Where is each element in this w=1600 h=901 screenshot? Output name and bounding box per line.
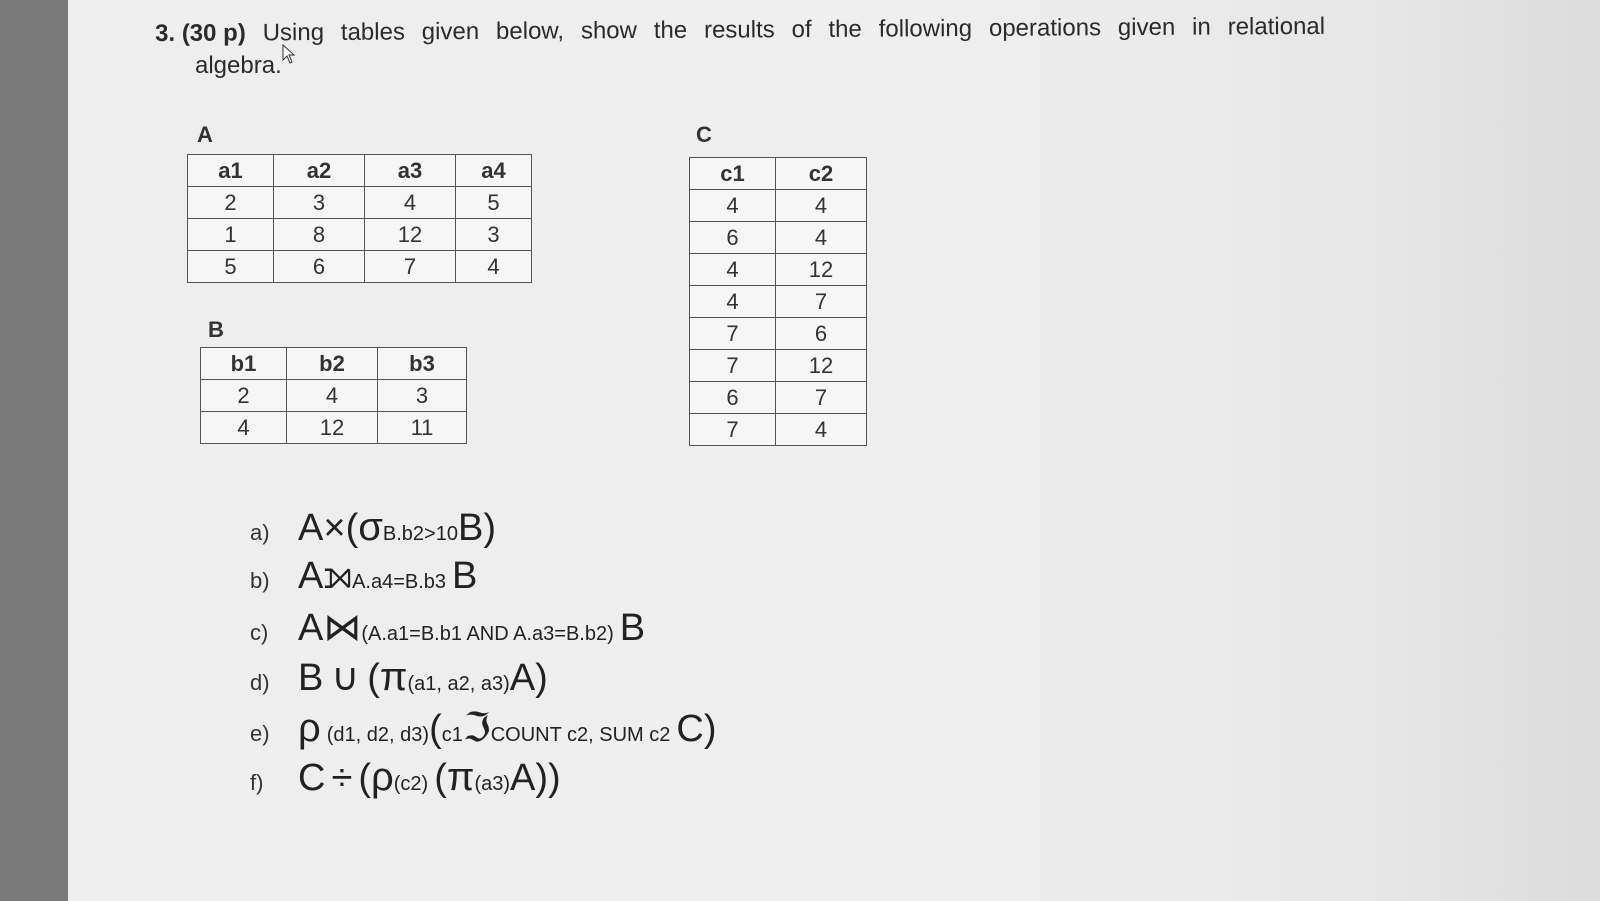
column-header-b2: b2 bbox=[287, 348, 378, 380]
question-word: results bbox=[703, 16, 775, 44]
table-a-header-row bbox=[188, 155, 532, 187]
relation-name: A bbox=[510, 757, 536, 799]
table-c bbox=[689, 157, 867, 446]
operation-d bbox=[250, 655, 548, 700]
operation-label: f) bbox=[250, 770, 264, 795]
relation-name: B bbox=[452, 555, 478, 597]
relation-name: A bbox=[298, 607, 324, 649]
aggregate-function-icon: ℑ bbox=[462, 706, 491, 750]
question-word: in bbox=[1192, 13, 1211, 41]
table-cell: 4 bbox=[287, 380, 378, 412]
question-word: the bbox=[828, 15, 862, 43]
relation-name: B bbox=[619, 607, 646, 649]
question-word: operations bbox=[988, 14, 1102, 42]
relation-name: A bbox=[509, 657, 536, 699]
projection-pi-icon: π bbox=[379, 655, 408, 699]
table-cell: 12 bbox=[776, 350, 867, 382]
selection-condition: B.b2>10 bbox=[382, 523, 458, 545]
close-paren: ) bbox=[483, 507, 496, 549]
table-row bbox=[188, 219, 532, 251]
left-outer-join-icon: ⟕ bbox=[323, 555, 353, 597]
question-line-1 bbox=[155, 13, 1325, 48]
column-header-a2: a2 bbox=[274, 155, 365, 187]
table-row bbox=[690, 318, 867, 350]
table-cell: 2 bbox=[201, 380, 287, 412]
question-word: relational bbox=[1227, 12, 1326, 41]
mouse-cursor-icon bbox=[282, 44, 296, 64]
table-row bbox=[201, 412, 467, 444]
table-c-header-row bbox=[690, 158, 867, 190]
question-word: tables bbox=[340, 18, 405, 46]
operation-e bbox=[250, 705, 717, 751]
projection-attributes: (a3) bbox=[474, 773, 511, 795]
operation-a bbox=[250, 505, 496, 550]
operation-label: c) bbox=[250, 620, 269, 645]
rename-attributes: (d1, d2, d3) bbox=[326, 724, 430, 746]
question-number: 3. bbox=[155, 19, 176, 47]
question-text bbox=[155, 12, 1326, 80]
table-cell: 12 bbox=[365, 219, 456, 251]
aggregate-list: COUNT c2, SUM c2 bbox=[490, 724, 671, 746]
table-cell: 6 bbox=[274, 251, 365, 283]
table-a bbox=[187, 154, 532, 283]
table-cell: 5 bbox=[456, 187, 532, 219]
table-cell: 1 bbox=[188, 219, 274, 251]
operation-b bbox=[250, 555, 477, 598]
grouping-attribute: c1 bbox=[441, 724, 463, 746]
table-cell: 3 bbox=[274, 187, 365, 219]
question-word: show bbox=[580, 17, 638, 45]
table-cell: 3 bbox=[456, 219, 532, 251]
table-cell: 8 bbox=[274, 219, 365, 251]
column-header-a3: a3 bbox=[365, 155, 456, 187]
table-row bbox=[690, 414, 867, 446]
table-row bbox=[188, 251, 532, 283]
table-cell: 7 bbox=[690, 350, 776, 382]
table-cell: 4 bbox=[201, 412, 287, 444]
table-row bbox=[690, 190, 867, 222]
question-word: following bbox=[878, 15, 973, 43]
table-cell: 4 bbox=[776, 190, 867, 222]
cartesian-product-icon: × bbox=[323, 507, 346, 549]
question-word: of bbox=[791, 15, 812, 44]
question-word: below, bbox=[495, 17, 565, 45]
table-cell: 4 bbox=[776, 222, 867, 254]
table-cell: 5 bbox=[188, 251, 274, 283]
table-cell: 6 bbox=[690, 222, 776, 254]
table-cell: 4 bbox=[690, 190, 776, 222]
operation-label: b) bbox=[250, 568, 270, 593]
table-cell: 3 bbox=[378, 380, 467, 412]
relation-name: A bbox=[298, 555, 324, 597]
operation-label: a) bbox=[250, 520, 270, 545]
table-cell: 7 bbox=[776, 382, 867, 414]
operation-label: d) bbox=[250, 670, 270, 695]
open-paren: ( bbox=[367, 657, 380, 699]
table-b bbox=[200, 347, 467, 444]
table-cell: 4 bbox=[690, 286, 776, 318]
table-a-label: A bbox=[197, 122, 213, 147]
table-row bbox=[690, 222, 867, 254]
question-points: (30 p) bbox=[181, 19, 246, 47]
open-paren: ( bbox=[345, 507, 359, 549]
relation-name: B bbox=[457, 507, 484, 549]
relation-name: A bbox=[298, 507, 324, 549]
question-word: given bbox=[1117, 13, 1176, 42]
rename-attributes: (c2) bbox=[393, 773, 429, 795]
relation-name: C bbox=[676, 708, 704, 750]
column-header-c2: c2 bbox=[776, 158, 867, 190]
question-word: given bbox=[421, 18, 480, 46]
table-row bbox=[690, 350, 867, 382]
table-cell: 4 bbox=[690, 254, 776, 286]
column-header-c1: c1 bbox=[690, 158, 776, 190]
open-paren: ( bbox=[358, 757, 371, 799]
table-b-label: B bbox=[208, 317, 224, 342]
column-header-b3: b3 bbox=[378, 348, 467, 380]
table-cell: 4 bbox=[456, 251, 532, 283]
join-condition: (A.a1=B.b1 AND A.a3=B.b2) bbox=[361, 623, 614, 645]
union-icon: ∪ bbox=[331, 657, 360, 699]
table-row bbox=[690, 254, 867, 286]
table-cell: 7 bbox=[690, 318, 776, 350]
table-cell: 4 bbox=[776, 414, 867, 446]
table-row bbox=[188, 187, 532, 219]
operation-c bbox=[250, 605, 645, 650]
rename-rho-icon: ρ bbox=[370, 755, 394, 799]
open-paren: ( bbox=[429, 708, 442, 750]
relation-name: B bbox=[298, 657, 324, 699]
close-paren: )) bbox=[535, 757, 561, 799]
table-cell: 12 bbox=[287, 412, 378, 444]
open-paren: ( bbox=[434, 757, 447, 799]
table-cell: 11 bbox=[378, 412, 467, 444]
table-cell: 12 bbox=[776, 254, 867, 286]
table-cell: 7 bbox=[365, 251, 456, 283]
close-paren: ) bbox=[703, 708, 717, 750]
table-row bbox=[690, 382, 867, 414]
table-cell: 6 bbox=[690, 382, 776, 414]
column-header-a4: a4 bbox=[456, 155, 532, 187]
table-row bbox=[690, 286, 867, 318]
column-header-a1: a1 bbox=[188, 155, 274, 187]
natural-join-icon: ⋈ bbox=[323, 607, 362, 649]
operation-label: e) bbox=[250, 721, 270, 746]
question-word: the bbox=[653, 16, 688, 44]
selection-sigma-icon: σ bbox=[358, 505, 383, 549]
table-cell: 2 bbox=[188, 187, 274, 219]
operation-f bbox=[250, 755, 561, 800]
question-number-points bbox=[155, 19, 246, 48]
join-condition: A.a4=B.b3 bbox=[352, 571, 447, 593]
close-paren: ) bbox=[535, 657, 548, 699]
table-row bbox=[201, 380, 467, 412]
table-cell: 7 bbox=[776, 286, 867, 318]
rename-rho-icon: ρ bbox=[298, 706, 321, 750]
table-c-label: C bbox=[696, 122, 712, 147]
table-cell: 6 bbox=[776, 318, 867, 350]
question-line-2: algebra. bbox=[195, 52, 282, 79]
table-b-header-row bbox=[201, 348, 467, 380]
table-cell: 4 bbox=[365, 187, 456, 219]
table-cell: 7 bbox=[690, 414, 776, 446]
projection-attributes: (a1, a2, a3) bbox=[407, 673, 510, 695]
column-header-b1: b1 bbox=[201, 348, 287, 380]
relation-name: C bbox=[298, 757, 326, 799]
question-word: Using bbox=[262, 18, 325, 47]
projection-pi-icon: π bbox=[446, 755, 475, 799]
division-icon: ÷ bbox=[331, 757, 353, 799]
